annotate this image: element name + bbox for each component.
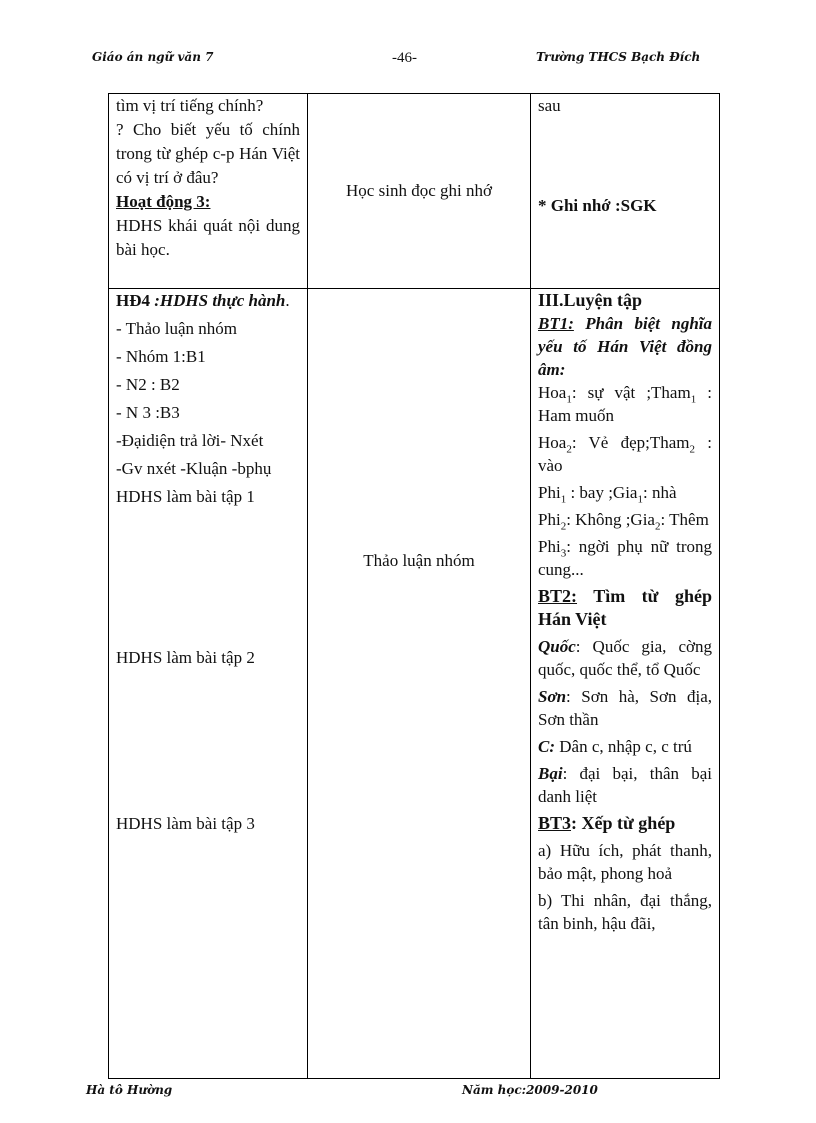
phi1-text: : bay ;Gia [570,483,638,502]
teacher-activity-cell [109,289,308,1079]
subscript: 1 [560,493,567,506]
list-item: - Thảo luận nhóm [116,319,238,338]
c-label: C: [538,737,555,756]
guide-text: HDHS khái quát nội dung bài học. [116,216,300,259]
exercise-guide-2: HDHS làm bài tập 2 [116,648,255,667]
table-row [109,94,720,289]
hd4-label: HĐ4 [116,291,150,310]
teacher-activity-cell [109,94,308,289]
content-text: sau [538,96,561,115]
activity-heading: Hoạt động 3: [116,192,211,211]
note-text: * Ghi nhớ :SGK [538,196,657,215]
student-activity-text: Học sinh đọc ghi nhớ [346,181,492,200]
list-item: -Đạidiện trả lời- Nxét [116,431,264,450]
bt3-label: BT3 [538,813,572,833]
hoa1-text: Hoa [538,383,567,402]
footer-left: Hà tô Hường [86,1083,173,1097]
bt1-label: BT1: [538,314,574,333]
page-number: -46- [392,50,417,66]
answer-a: a) Hữu ích, phát thanh, bảo mật, phong hoả [538,841,712,883]
bt3-title: : Xếp từ ghép [571,813,676,833]
subscript: 2 [654,520,661,533]
hoa2-text: : Vẻ đẹp;Tham [571,433,690,452]
bai-label: Bại [538,764,563,783]
hoa2-text: Hoa [538,433,567,452]
phi2-text: : Thêm [660,510,709,529]
subscript: 2 [566,443,572,456]
hoa1-text: : sự vật ;Tham [571,383,691,402]
phi1-text: : nhà [642,483,677,502]
phi1-text: Phi [538,483,561,502]
table-row [109,289,720,1079]
bt1-title: Phân biệt nghĩa yếu tố Hán Việt đồng âm: [538,314,713,379]
header-right: Trường THCS Bạch Đích [536,50,701,64]
subscript: 2 [560,520,567,533]
hoa1-text: : Ham muốn [538,383,712,425]
hd4-title: :HDHS thực hành [154,291,286,310]
answer-b: b) Thi nhân, đại thắng, tân binh, hậu đãi, [538,891,712,933]
subscript: 1 [690,393,697,406]
phi2-text: Phi [538,510,561,529]
phi3-text: Phi [538,537,561,556]
content-cell [531,94,720,289]
son-text: : Sơn hà, Sơn địa, Sơn thần [538,687,712,729]
hd4-dot: . [285,291,290,310]
c-text: Dân c, nhập c, c trú [555,737,692,756]
hoa2-text: : vào [538,433,712,475]
subscript: 3 [560,547,567,560]
exercise-guide-1: HDHS làm bài tập 1 [116,487,255,506]
section-title: III.Luyện tập [538,290,643,310]
header-left: Giáo án ngữ văn 7 [92,50,214,64]
phi2-text: : Không ;Gia [566,510,655,529]
question-text: tìm vị trí tiếng chính? [116,96,264,115]
list-item: - N 3 :B3 [116,403,180,422]
list-item: -Gv nxét -Kluận -bphụ [116,459,272,478]
son-label: Sơn [538,687,567,706]
subscript: 1 [566,393,572,406]
lesson-table [108,93,720,1079]
quoc-text: : Quốc gia, cờng quốc, quốc thể, tổ Quốc [538,637,712,679]
student-activity-cell [308,289,531,1079]
quoc-label: Quốc [538,637,576,656]
student-activity-cell [308,94,531,289]
bai-text: : đại bại, thân bại danh liệt [538,764,712,806]
list-item: - N2 : B2 [116,375,180,394]
content-cell [531,289,720,1079]
footer-right: Năm học:2009-2010 [462,1083,598,1097]
question-text: ? Cho biết yếu tố chính trong từ ghép c-p Hán Việt có vị trí ở đâu? [116,120,300,187]
bt2-title: Tìm từ ghép Hán Việt [538,586,712,629]
phi3-text: : ngời phụ nữ trong cung... [538,537,712,579]
subscript: 2 [689,443,695,456]
list-item: - Nhóm 1:B1 [116,347,206,366]
student-activity-text: Thảo luận nhóm [363,551,475,570]
subscript: 1 [637,493,643,506]
bt2-label: BT2: [538,586,578,606]
exercise-guide-3: HDHS làm bài tập 3 [116,814,255,833]
